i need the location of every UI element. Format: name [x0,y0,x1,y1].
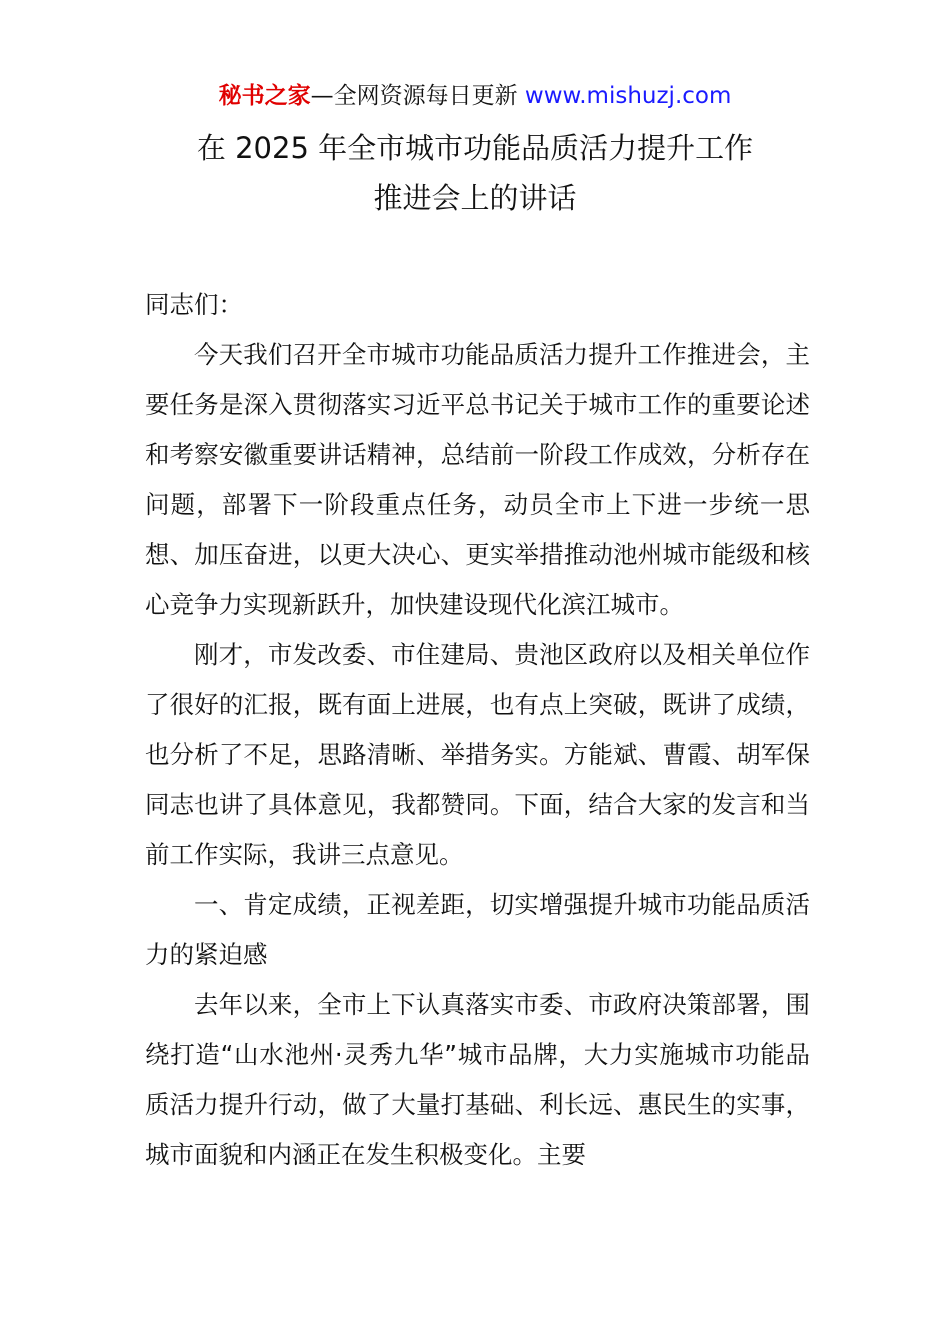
body-paragraph-achievements: 去年以来，全市上下认真落实市委、市政府决策部署，围绕打造“山水池州·灵秀九华”城市品牌，大力实施城市功能品质活力提升行动，做了大量打基础、利长远、惠民生的实事，城市面貌和内涵正在发生积极变化。主要 [145,990,810,1169]
document-title-line-1: 在 2025 年全市城市功能品质活力提升工作 [196,131,754,165]
document-title-line-2: 推进会上的讲话 [373,181,577,215]
site-header [0,80,950,112]
section-heading-1: 一、肯定成绩，正视差距，切实增强提升城市功能品质活力的紧迫感 [145,890,810,969]
document-body [145,280,810,1180]
site-url-link[interactable]: www.mishuzj.com [524,83,732,109]
body-paragraph-reports: 刚才，市发改委、市住建局、贵池区政府以及相关单位作了很好的汇报，既有面上进展，也有点上突破，既讲了成绩，也分析了不足，思路清晰、举措务实。方能斌、曹霞、胡军保同志也讲了具体意见，我都赞同。下面，结合大家的发言和当前工作实际，我讲三点意见。 [145,640,810,869]
brand-name: 秘书之家 [218,83,311,109]
body-paragraph-opening: 今天我们召开全市城市功能品质活力提升工作推进会，主要任务是深入贯彻落实习近平总书记关于城市工作的重要论述和考察安徽重要讲话精神，总结前一阶段工作成效，分析存在问题，部署下一阶段重点任务，动员全市上下进一步统一思想、加压奋进，以更大决心、更实举措推动池州城市能级和核心竞争力实现新跃升，加快建设现代化滨江城市。 [145,340,810,619]
salutation: 同志们： [145,290,243,319]
header-tagline: —全网资源每日更新 [310,83,525,109]
